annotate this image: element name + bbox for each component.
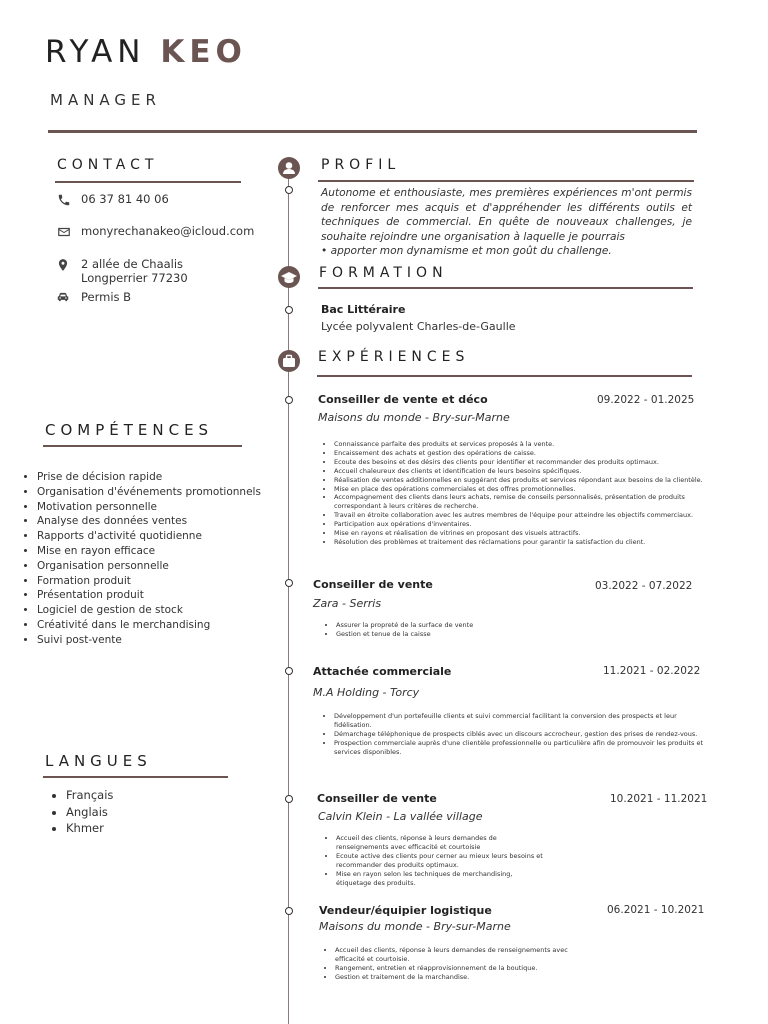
competence-item: • Rapports d'activité quotidienne [37, 529, 261, 544]
langues-title: LANGUES [45, 752, 152, 770]
briefcase-icon [278, 350, 300, 372]
job-title: Conseiller de vente [317, 792, 437, 805]
task-item: • Accueil chaleureux des clients et identification de leurs besoins spécifiques. [334, 467, 726, 476]
profil-title: PROFIL [321, 157, 401, 173]
competence-item: • Créativité dans le merchandising [37, 618, 261, 633]
driving-license: Permis B [81, 290, 132, 304]
competence-item: • Motivation personnelle [37, 500, 261, 515]
competence-item: • Mise en rayon efficace [37, 544, 261, 559]
competence-item: • Prise de décision rapide [37, 470, 261, 485]
task-item: • Assurer la propreté de la surface de vente [336, 621, 696, 630]
langues-list [50, 787, 113, 837]
language-item: • Khmer [66, 820, 113, 837]
competence-item: • Présentation produit [37, 588, 261, 603]
job-dates: 06.2021 - 10.2021 [607, 904, 705, 916]
address-line-1: 2 allée de Chaalis [81, 257, 184, 271]
task-item: • Ecoute active des clients pour cerner au mieux leurs besoins et recommander des produits optimaux. [336, 852, 546, 870]
contact-title: CONTACT [57, 157, 159, 173]
timeline-dot [285, 667, 293, 675]
competences-title: COMPÉTENCES [45, 421, 214, 439]
competence-item: • Logiciel de gestion de stock [37, 603, 261, 618]
contact-divider [55, 181, 241, 183]
job-company: Zara - Serris [313, 597, 382, 610]
profile-icon [278, 157, 300, 179]
header-divider [48, 130, 697, 133]
task-item: • Accueil des clients, réponse à leurs demandes de renseignements avec efficacité et courtoisie. [335, 946, 595, 964]
first-name: RYAN [45, 34, 146, 70]
task-item: • Mise en rayon selon les techniques de merchandising, étiquetage des produits. [336, 870, 546, 888]
phone-number[interactable]: 06 37 81 40 06 [81, 192, 169, 206]
task-item: • Réalisation de ventes additionnelles en suggérant des produits et services répondant aux besoins de la clientèle. [334, 476, 726, 485]
competence-item: • Formation produit [37, 574, 261, 589]
task-item: • Travail en étroite collaboration avec les autres membres de l'équipe pour atteindre les objectifs commerciaux. [334, 511, 726, 520]
task-item: • Gestion et tenue de la caisse [336, 630, 696, 639]
email-address[interactable]: monyrechanakeo@icloud.com [81, 224, 255, 238]
competence-item: • Suivi post-vente [37, 633, 261, 648]
language-item: • Anglais [66, 804, 113, 821]
timeline-dot [285, 396, 293, 404]
location-pin-icon [56, 258, 70, 272]
car-icon [56, 290, 70, 304]
task-item: • Participation aux opérations d'inventaires. [334, 520, 726, 529]
timeline-dot [285, 579, 293, 587]
job-dates: 10.2021 - 11.2021 [610, 793, 708, 805]
job-tasks [320, 712, 706, 757]
job-tasks [320, 440, 726, 547]
job-dates: 09.2022 - 01.2025 [597, 394, 695, 406]
job-title: Conseiller de vente [313, 578, 433, 591]
last-name: KEO [160, 34, 247, 70]
task-item: • Résolution des problèmes et traitement des réclamations pour garantir la satisfaction du client. [334, 538, 726, 547]
competence-item: • Analyse des données ventes [37, 514, 261, 529]
job-title: Attachée commerciale [313, 665, 452, 678]
formation-title: FORMATION [319, 265, 448, 281]
job-dates: 11.2021 - 02.2022 [603, 665, 701, 677]
address-line-2: Longperrier 77230 [81, 271, 188, 285]
competences-list [21, 470, 261, 648]
experiences-divider [317, 375, 692, 377]
profil-bullet: • apporter mon dynamisme et mon goût du challenge. [321, 245, 612, 258]
task-item: • Démarchage téléphonique de prospects ciblés avec un discours accrocheur, gestion des prises de rendez-vous. [334, 730, 706, 739]
job-title: Vendeur/équipier logistique [319, 904, 492, 917]
school: Lycée polyvalent Charles-de-Gaulle [321, 320, 516, 333]
timeline-dot [285, 306, 293, 314]
task-item: • Développement d'un portefeuille clients et suivi commercial facilitant la conversion des prospects et leur fidélisation. [334, 712, 706, 730]
task-item: • Accompagnement des clients dans leurs achats, remise de conseils personnalisés, présentation de produits correspondant à leurs critères de recherche. [334, 493, 726, 511]
timeline-dot [285, 186, 293, 194]
task-item: • Prospection commerciale auprès d'une clientèle professionnelle ou particulière afin de promouvoir les produits et services disponibles. [334, 739, 706, 757]
phone-icon [57, 193, 71, 207]
task-item: • Gestion et traitement de la marchandise. [335, 973, 595, 982]
mail-icon [57, 225, 71, 239]
formation-divider [318, 287, 693, 289]
candidate-name [45, 34, 247, 70]
timeline-dot [285, 795, 293, 803]
job-role: MANAGER [50, 91, 161, 109]
job-company: Calvin Klein - La vallée village [318, 810, 483, 823]
profil-paragraph: Autonome et enthousiaste, mes premières expériences m'ont permis de renforcer mes acquis et d'appréhender les différents outils et techniques de commercial. En quête de nouveaux challenges, je souhaite rejoindre une organisation à laquelle je pourrais [321, 187, 692, 243]
profil-divider [318, 180, 694, 182]
job-company: M.A Holding - Torcy [313, 686, 420, 699]
task-item: • Encaissement des achats et gestion des opérations de caisse. [334, 449, 726, 458]
competence-item: • Organisation personnelle [37, 559, 261, 574]
task-item: • Accueil des clients, réponse à leurs demandes de renseignements avec efficacité et courtoisie [336, 834, 546, 852]
degree: Bac Littéraire [321, 303, 406, 316]
competence-item: • Organisation d'événements promotionnels [37, 485, 261, 500]
task-item: • Rangement, entretien et réapprovisionnement de la boutique. [335, 964, 595, 973]
timeline-dot [285, 907, 293, 915]
timeline-line [288, 166, 289, 1024]
profil-summary [321, 186, 692, 259]
graduation-cap-icon [278, 266, 300, 288]
job-tasks [321, 946, 595, 982]
job-title: Conseiller de vente et déco [318, 393, 488, 406]
task-item: • Connaissance parfaite des produits et services proposés à la vente. [334, 440, 726, 449]
language-item: • Français [66, 787, 113, 804]
langues-divider [43, 776, 228, 778]
task-item: • Ecoute des besoins et des désirs des clients pour identifier et recommander des produits optimaux. [334, 458, 726, 467]
job-company: Maisons du monde - Bry-sur-Marne [319, 920, 511, 933]
job-company: Maisons du monde - Bry-sur-Marne [318, 411, 510, 424]
competences-divider [43, 445, 242, 447]
task-item: • Mise en place des opérations commerciales et des offres promotionnelles. [334, 485, 726, 494]
job-dates: 03.2022 - 07.2022 [595, 580, 693, 592]
experiences-title: EXPÉRIENCES [318, 349, 470, 365]
task-item: • Mise en rayons et réalisation de vitrines en proposant des visuels attractifs. [334, 529, 726, 538]
job-tasks [322, 621, 696, 639]
job-tasks [322, 834, 546, 887]
